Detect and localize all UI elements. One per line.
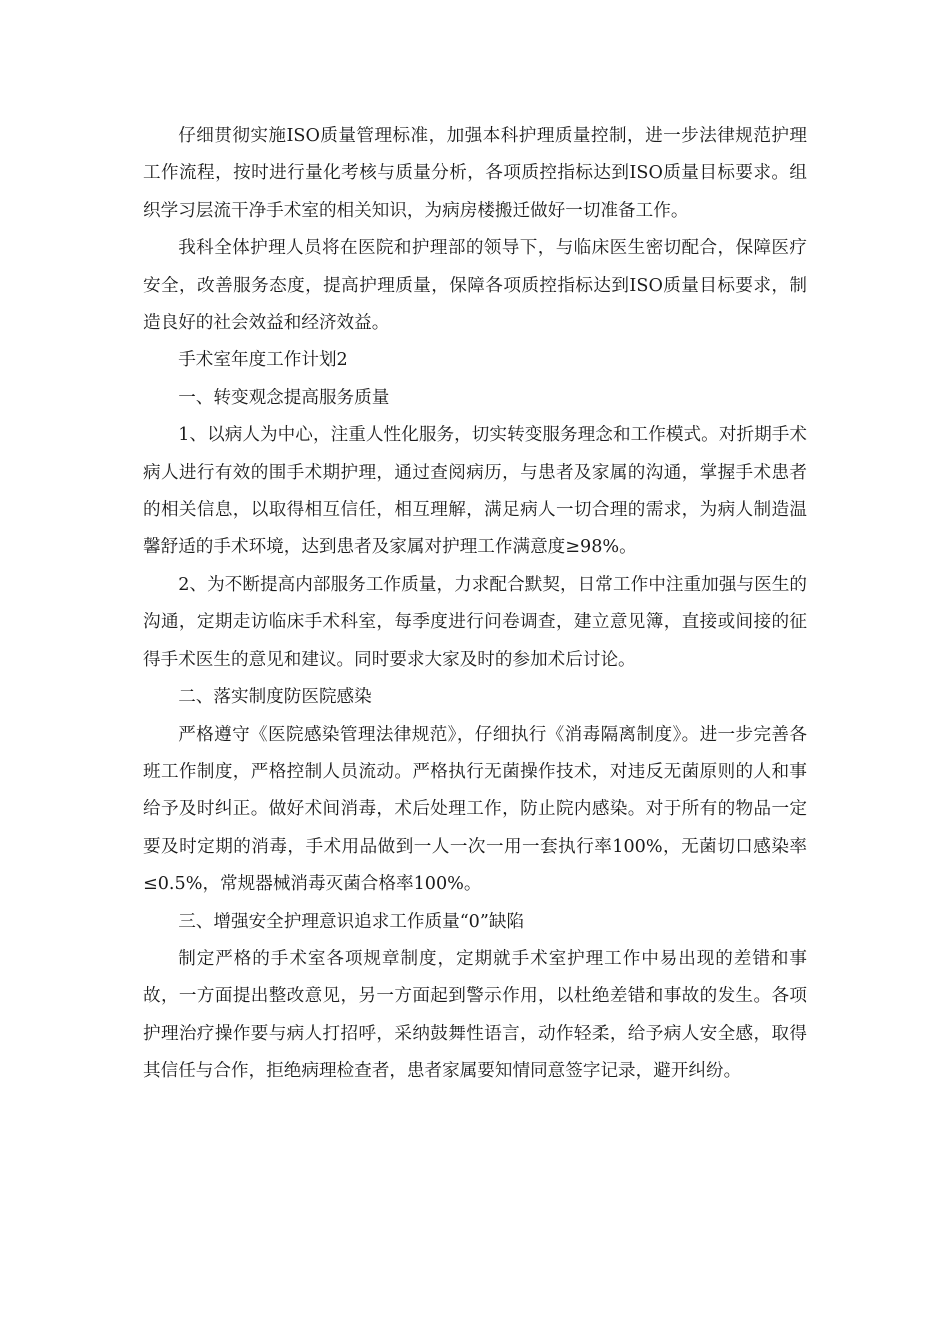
section-title-plan-2: 手术室年度工作计划2 (178, 350, 348, 371)
paragraph-internal-service: 2、为不断提高内部服务工作质量，力求配合默契，日常工作中注重加强与医生的沟通，定期走访临床手术科室，每季度进行问卷调查，建立意见簿，直接或间接的征得手术医生的意见和建议。同时要求大家及时的参加术后讨论。 (143, 574, 807, 670)
paragraph-patient-centered: 1、以病人为中心，注重人性化服务，切实转变服务理念和工作模式。对折期手术病人进行有效的围手术期护理，通过查阅病历，与患者及家属的沟通，掌握手术患者的相关信息，以取得相互信任，相互理解，满足病人一切合理的需求，为病人制造温馨舒适的手术环境，达到患者及家属对护理工作满意度≥98%。 (143, 425, 807, 558)
document-body (143, 118, 807, 1091)
paragraph-infection-rules: 严格遵守《医院感染管理法律规范》，仔细执行《消毒隔离制度》。进一步完善各班工作制度，严格控制人员流动。严格执行无菌操作技术，对违反无菌原则的人和事给予及时纠正。做好术间消毒，术后处理工作，防止院内感染。对于所有的物品一定要及时定期的消毒，手术用品做到一人一次一用一套执行率100%，无菌切口感染率≤0.5%，常规器械消毒灭菌合格率100%。 (143, 724, 807, 895)
paragraph-department-cooperation: 我科全体护理人员将在医院和护理部的领导下，与临床医生密切配合，保障医疗安全，改善服务态度，提高护理质量，保障各项质控指标达到ISO质量目标要求，制造良好的社会效益和经济效益。 (143, 238, 807, 334)
paragraph-iso-quality: 仔细贯彻实施ISO质量管理标准，加强本科护理质量控制，进一步法律规范护理工作流程，按时进行量化考核与质量分析，各项质控指标达到ISO质量目标要求。组织学习层流干净手术室的相关知识，为病房楼搬迁做好一切准备工作。 (143, 126, 807, 221)
heading-service-quality: 一、转变观念提高服务质量 (178, 387, 390, 408)
heading-infection-control: 二、落实制度防医院感染 (178, 687, 372, 708)
paragraph-safety-rules: 制定严格的手术室各项规章制度，定期就手术室护理工作中易出现的差错和事故，一方面提出整改意见，另一方面起到警示作用，以杜绝差错和事故的发生。各项护理治疗操作要与病人打招呼，采纳鼓舞性语言，动作轻柔，给予病人安全感，取得其信任与合作，拒绝病理检查者，患者家属要知情同意签字记录，避开纠纷。 (143, 948, 807, 1082)
heading-safety-nursing: 三、增强安全护理意识追求工作质量“0”缺陷 (178, 911, 525, 932)
